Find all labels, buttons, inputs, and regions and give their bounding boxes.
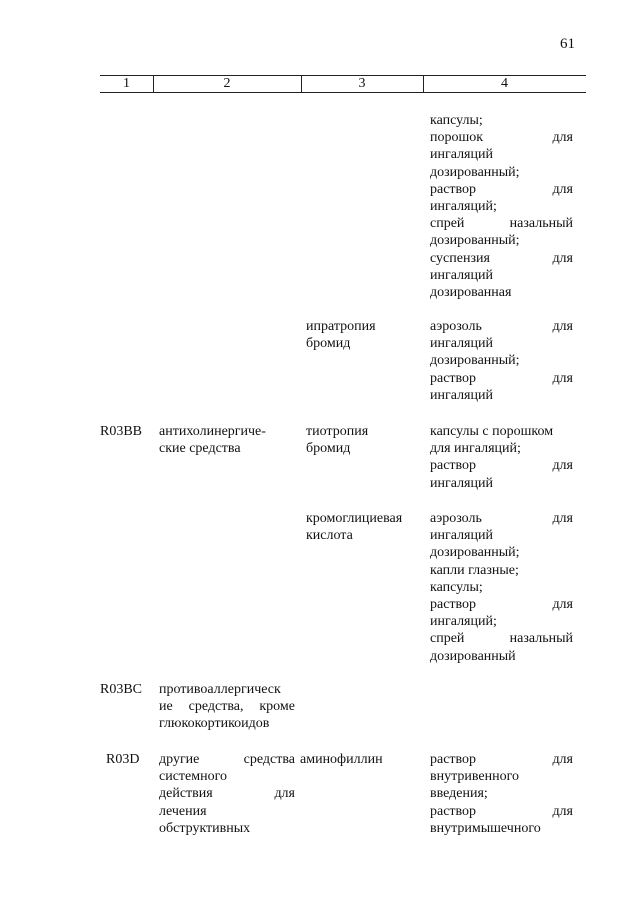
text-line: ингаляций (430, 267, 493, 283)
atc-code-cell: R03D (106, 752, 140, 767)
text-line: ингаляций (430, 475, 493, 491)
text-line: раствор для (430, 458, 573, 474)
text-line: лечения (159, 803, 207, 819)
text-line: аминофиллин (300, 752, 383, 767)
substance-cell (300, 751, 415, 768)
text-line: кромоглициевая (306, 511, 403, 526)
text-line: раствор для (430, 370, 573, 386)
substance-cell (306, 423, 421, 457)
text-line: ингаляций (430, 147, 493, 163)
text-line: дозированный; (430, 545, 520, 561)
dosage-forms-cell (430, 112, 573, 301)
text-line: раствор для (430, 597, 573, 613)
dosage-forms-cell (430, 318, 573, 404)
substance-cell (306, 510, 421, 544)
text-line: спрей назальный (430, 631, 573, 647)
dosage-forms-cell (430, 510, 573, 665)
text-line: раствор для (430, 181, 573, 197)
text-line: для ингаляций; (430, 441, 521, 457)
text-line: ские средства (159, 441, 241, 457)
substance-cell (306, 318, 421, 352)
text-line: капли глазные; (430, 562, 519, 578)
group-cell (159, 751, 295, 837)
header-col-4: 4 (501, 76, 508, 91)
text-line: раствор для (430, 803, 573, 819)
text-line: системного (159, 769, 227, 785)
text-line: внутривенного (430, 769, 520, 785)
text-line: бромид (306, 336, 351, 352)
text-line: суспензия для (430, 250, 573, 266)
text-line: капсулы; (430, 579, 483, 595)
text-line: дозированный (430, 648, 516, 664)
dosage-forms-cell (430, 751, 573, 837)
text-line: тиотропия (306, 424, 369, 439)
text-line: антихолинергиче- (159, 424, 266, 439)
text-line: аэрозоль для (430, 319, 573, 334)
text-line: ипратропия (306, 319, 376, 334)
text-line: капсулы с порошком (430, 424, 554, 439)
text-line: ингаляций (430, 336, 493, 352)
text-line: противоаллергическ (159, 682, 281, 697)
text-line: обструктивных (159, 820, 251, 836)
header-col-3: 3 (301, 76, 424, 92)
text-line: спрей назальный (430, 216, 573, 232)
group-cell (159, 681, 295, 733)
page-number: 61 (560, 36, 575, 52)
text-line: раствор для (430, 752, 573, 767)
text-line: внутримышечного (430, 820, 541, 836)
atc-code-cell: R03BB (100, 424, 143, 439)
text-line: ингаляций (430, 528, 493, 544)
text-line: ие средства, кроме (159, 699, 295, 715)
text-line: бромид (306, 441, 351, 457)
text-line: глюкокортикоидов (159, 716, 270, 732)
group-cell (159, 423, 295, 457)
text-line: дозированный; (430, 164, 520, 180)
text-line: ингаляций; (430, 199, 497, 215)
text-line: порошок для (430, 130, 573, 146)
text-line: дозированный; (430, 233, 520, 249)
text-line: дозированный; (430, 353, 520, 369)
text-line: ингаляций; (430, 614, 497, 630)
text-line: кислота (306, 528, 353, 544)
text-line: ингаляций (430, 387, 493, 403)
text-line: другие средства (159, 752, 295, 767)
atc-code-cell: R03BC (100, 682, 143, 697)
text-line: дозированная (430, 285, 512, 301)
text-line: аэрозоль для (430, 511, 573, 526)
text-line: введения; (430, 786, 488, 802)
dosage-forms-cell (430, 423, 573, 492)
text-line: капсулы; (430, 113, 483, 128)
header-col-2: 2 (153, 76, 302, 92)
table-header (100, 75, 586, 93)
header-col-1: 1 (100, 76, 154, 92)
text-line: действия для (159, 786, 295, 802)
